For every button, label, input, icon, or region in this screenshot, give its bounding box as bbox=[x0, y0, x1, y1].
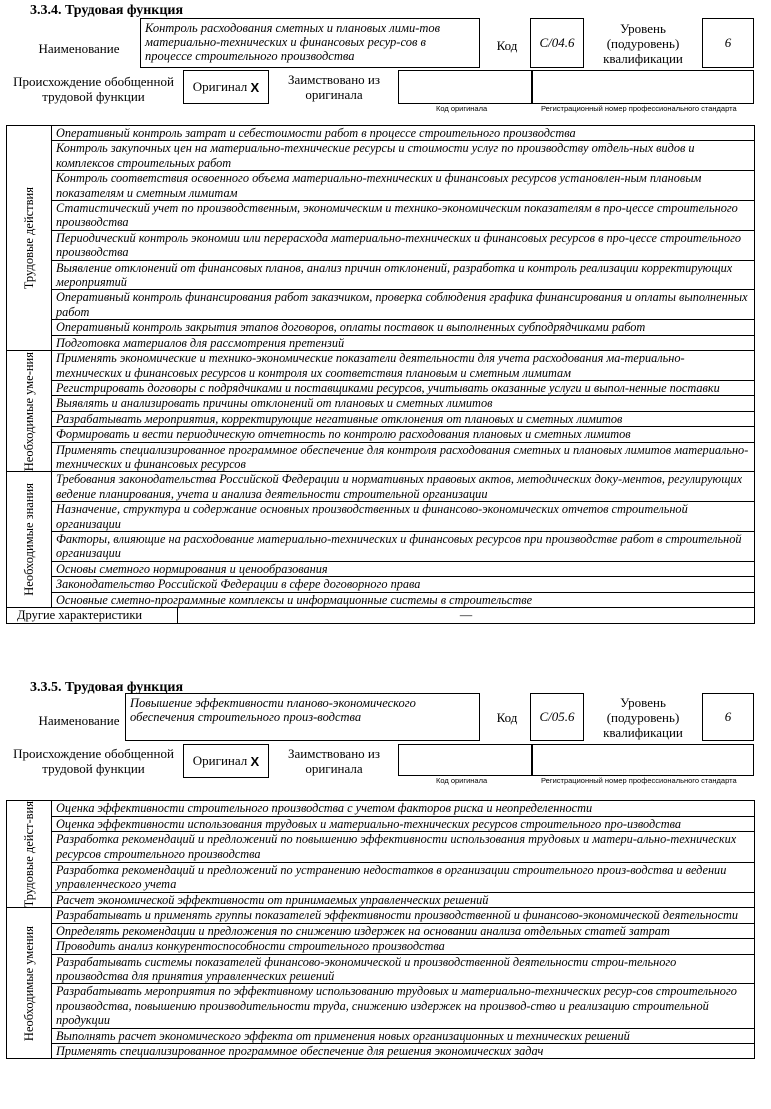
labor-action-row bbox=[7, 816, 755, 832]
original-code-caption: Код оригинала bbox=[436, 104, 488, 113]
skill-row bbox=[7, 442, 755, 472]
other-characteristics-label: Другие характеристики bbox=[7, 608, 178, 623]
knowledge-row-text: Основные сметно-программные комплексы и информационные системы в строительстве bbox=[52, 592, 755, 607]
function-table bbox=[6, 125, 755, 624]
skill-row bbox=[7, 427, 755, 442]
original-box bbox=[183, 70, 269, 104]
labor-action-row bbox=[7, 320, 755, 335]
labor-action-row bbox=[7, 290, 755, 320]
name-label: Наименование bbox=[38, 712, 120, 728]
level-label: Уровень (подуровень) квалификации bbox=[603, 20, 683, 66]
skill-row-text: Применять специализированное программное обеспечение для решения экономических задач bbox=[52, 1044, 755, 1059]
required-skills-label-cell bbox=[7, 908, 52, 1059]
labor-action-row-text: Контроль соответствия освоенного объема материально-технических и финансовых ресурсов установлен-ным плановым показателям и сметным лимитам bbox=[52, 171, 755, 201]
labor-action-row bbox=[7, 230, 755, 260]
code-field: С/05.6 bbox=[530, 693, 584, 741]
skill-row-text: Проводить анализ конкурентоспособности строительного производства bbox=[52, 939, 755, 954]
original-code-field bbox=[398, 744, 532, 776]
labor-actions-label-cell bbox=[7, 126, 52, 351]
reg-number-caption: Регистрационный номер профессионального стандарта bbox=[541, 104, 737, 113]
knowledge-row-text: Назначение, структура и содержание основных производственных и финансово-экономических отчетов строительной организации bbox=[52, 502, 755, 532]
required-knowledge-label-cell bbox=[7, 472, 52, 608]
original-checkmark: X bbox=[250, 79, 260, 95]
reg-number-caption: Регистрационный номер профессионального стандарта bbox=[541, 776, 737, 785]
labor-action-row bbox=[7, 171, 755, 201]
knowledge-row-text: Законодательство Российской Федерации в сфере договорного права bbox=[52, 577, 755, 592]
borrowed-label: Заимствовано из оригинала bbox=[287, 72, 380, 102]
skill-row-text: Выполнять расчет экономического эффекта от применения новых организационных и технических решений bbox=[52, 1028, 755, 1043]
skill-row bbox=[7, 411, 755, 426]
skill-row-text: Формировать и вести периодическую отчетность по контролю расходования плановых и сметных лимитов bbox=[52, 427, 755, 442]
origin-label: Происхождение обобщенной трудовой функции bbox=[13, 74, 174, 104]
reg-number-field bbox=[532, 744, 754, 776]
original-code-field bbox=[398, 70, 532, 104]
labor-action-row-text: Разработка рекомендаций и предложений по повышению эффективности использования трудовых и матери-ально-технических ресурсов строительного производства bbox=[52, 832, 755, 862]
labor-action-row-text: Оперативный контроль закрытия этапов договоров, оплаты поставок и выполненных субподрядчиками работ bbox=[52, 320, 755, 335]
knowledge-row-text: Факторы, влияющие на расходование материально-технических и финансовых ресурсов при производстве работ в строительной организации bbox=[52, 531, 755, 561]
labor-action-row-text: Оценка эффективности использования трудовых и материально-технических ресурсов строительного про-изводства bbox=[52, 816, 755, 832]
skill-row bbox=[7, 1028, 755, 1043]
labor-action-row-text: Расчет экономической эффективности от принимаемых управленческих решений bbox=[52, 892, 755, 908]
labor-action-row-text: Разработка рекомендаций и предложений по устранению недостатков в организации строительного произ-водства и ведении управленческого учета bbox=[52, 862, 755, 892]
skill-row bbox=[7, 954, 755, 984]
original-label: Оригинал bbox=[192, 79, 248, 94]
original-checkmark: X bbox=[250, 753, 260, 769]
origin-label: Происхождение обобщенной трудовой функции bbox=[13, 746, 174, 776]
labor-action-row bbox=[7, 892, 755, 908]
labor-action-row-text: Оперативный контроль затрат и себестоимости работ в процессе строительного производства bbox=[52, 126, 755, 141]
skill-row bbox=[7, 984, 755, 1028]
labor-action-row bbox=[7, 126, 755, 141]
skill-row-text: Разрабатывать и применять группы показателей эффективности производственной и финансово-экономической деятельности bbox=[52, 908, 755, 923]
skill-row-text: Применять специализированное программное обеспечение для контроля расходования сметных и плановых лимитов материально-технических и финансовых ресурсов bbox=[52, 442, 755, 472]
function-table bbox=[6, 800, 755, 1059]
skill-row bbox=[7, 351, 755, 381]
required-skills-label: Необходимые умения bbox=[22, 925, 36, 1041]
function-name-field: Повышение эффективности планово-экономического обеспечения строительного произ-водства bbox=[125, 693, 480, 741]
knowledge-row bbox=[7, 502, 755, 532]
knowledge-row bbox=[7, 561, 755, 576]
labor-action-row bbox=[7, 832, 755, 862]
knowledge-row bbox=[7, 472, 755, 502]
skill-row-text: Разрабатывать мероприятия, корректирующие негативные отклонения от плановых и сметных лимитов bbox=[52, 411, 755, 426]
knowledge-row bbox=[7, 592, 755, 607]
section-heading: 3.3.5. Трудовая функция bbox=[30, 680, 184, 695]
skill-row bbox=[7, 939, 755, 954]
labor-action-row bbox=[7, 335, 755, 350]
skill-row bbox=[7, 1044, 755, 1059]
labor-action-row bbox=[7, 141, 755, 171]
level-field: 6 bbox=[702, 18, 754, 68]
other-characteristics-value: — bbox=[459, 608, 473, 622]
labor-action-row-text: Оперативный контроль финансирования работ заказчиком, проверка соблюдения графика финансирования и оплаты выполненных работ bbox=[52, 290, 755, 320]
skill-row-text: Регистрировать договоры с подрядчиками и поставщиками ресурсов, учитывать оказанные услуги и выпол-ненные поставки bbox=[52, 380, 755, 395]
required-skills-label-cell bbox=[7, 351, 52, 472]
code-label: Код bbox=[496, 37, 518, 53]
labor-actions-label: Трудовые действия bbox=[22, 186, 36, 290]
skill-row-text: Разрабатывать мероприятия по эффективному использованию трудовых и материально-технических ресур-сов строительного производства, повышению производительности труда, снижению издержек на производ-ство и реализацию строительной продукции bbox=[52, 984, 755, 1028]
original-code-caption: Код оригинала bbox=[436, 776, 488, 785]
required-knowledge-label: Необходимые знания bbox=[22, 483, 36, 597]
level-field: 6 bbox=[702, 693, 754, 741]
knowledge-row-text: Основы сметного нормирования и ценообразования bbox=[52, 561, 755, 576]
borrowed-label: Заимствовано из оригинала bbox=[287, 746, 380, 776]
labor-action-row bbox=[7, 801, 755, 817]
skill-row-text: Выявлять и анализировать причины отклонений от плановых и сметных лимитов bbox=[52, 396, 755, 411]
code-label: Код bbox=[496, 709, 518, 725]
labor-action-row-text: Оценка эффективности строительного производства с учетом факторов риска и неопределенности bbox=[52, 801, 755, 817]
labor-action-row bbox=[7, 201, 755, 231]
labor-actions-label-cell bbox=[7, 801, 52, 908]
reg-number-field bbox=[532, 70, 754, 104]
original-label: Оригинал bbox=[192, 753, 248, 768]
labor-action-row-text: Контроль закупочных цен на материально-технические ресурсы и стоимости услуг по производству отдель-ных видов и комплексов строительных работ bbox=[52, 141, 755, 171]
labor-action-row-text: Статистический учет по производственным, экономическим и технико-экономическим показателям в про-цессе строительного производства bbox=[52, 201, 755, 231]
name-label: Наименование bbox=[38, 40, 120, 56]
level-label: Уровень (подуровень) квалификации bbox=[603, 694, 683, 740]
labor-action-row bbox=[7, 260, 755, 290]
skill-row bbox=[7, 923, 755, 938]
knowledge-row-text: Требования законодательства Российской Федерации и нормативных правовых актов, методических доку-ментов, регулирующих ведение планирования, учета и анализа деятельности строительной организации bbox=[52, 472, 755, 502]
skill-row bbox=[7, 908, 755, 923]
other-characteristics-row bbox=[7, 608, 755, 624]
required-skills-label: Необходимые уме-ния bbox=[22, 351, 36, 471]
code-field: С/04.6 bbox=[530, 18, 584, 68]
labor-action-row-text: Периодический контроль экономии или перерасхода материально-технических и финансовых ресурсов в про-цессе строительного производства bbox=[52, 230, 755, 260]
skill-row-text: Разрабатывать системы показателей финансово-экономической и производственной деятельности строи-тельного производства для принятия управленческих решений bbox=[52, 954, 755, 984]
skill-row bbox=[7, 380, 755, 395]
labor-action-row-text: Подготовка материалов для рассмотрения претензий bbox=[52, 335, 755, 350]
knowledge-row bbox=[7, 531, 755, 561]
skill-row-text: Определять рекомендации и предложения по снижению издержек на основании анализа отдельных статей затрат bbox=[52, 923, 755, 938]
knowledge-row bbox=[7, 577, 755, 592]
original-box bbox=[183, 744, 269, 778]
skill-row-text: Применять экономические и технико-экономические показатели деятельности для учета расходования ма-териально-технических и финансовых ресурсов и контроля их соответствия плановым и сметным лимитам bbox=[52, 351, 755, 381]
labor-action-row bbox=[7, 862, 755, 892]
section-heading: 3.3.4. Трудовая функция bbox=[30, 3, 184, 18]
function-name-field: Контроль расходования сметных и плановых лими-тов материально-технических и финансовых ресур-сов в процессе строительного производства bbox=[140, 18, 480, 68]
labor-actions-label: Трудовые дейст-вия bbox=[22, 801, 36, 908]
skill-row bbox=[7, 396, 755, 411]
labor-action-row-text: Выявление отклонений от финансовых планов, анализ причин отклонений, разработка и контроль реализации корректирующих мероприятий bbox=[52, 260, 755, 290]
